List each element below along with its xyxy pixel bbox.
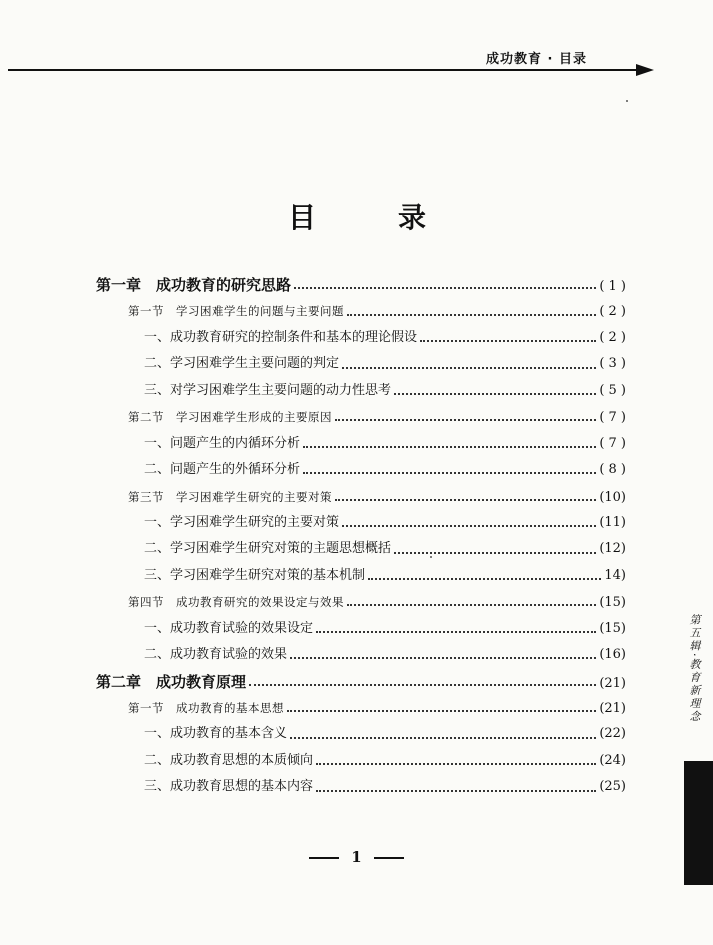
toc-entry-page: (15) bbox=[599, 620, 626, 636]
toc-dot-leader bbox=[335, 419, 596, 421]
toc-entry-page: (11) bbox=[599, 514, 626, 530]
toc-entry-label: 二、成功教育试验的效果 bbox=[144, 647, 288, 663]
toc-entry-page: (16) bbox=[599, 647, 626, 663]
toc-dot-leader bbox=[342, 525, 596, 527]
toc-dot-leader bbox=[290, 657, 596, 659]
page-number bbox=[0, 848, 713, 866]
toc-item-row bbox=[96, 563, 626, 589]
toc-entry-label: 第三节 学习困难学生研究的主要对策 bbox=[128, 489, 332, 504]
toc-entry-page: 14) bbox=[604, 567, 626, 583]
toc-entry-page: (22) bbox=[599, 726, 626, 742]
toc-entry-label: 三、学习困难学生研究对策的基本机制 bbox=[144, 567, 366, 583]
toc-section-row bbox=[96, 404, 626, 430]
toc-dot-leader bbox=[335, 499, 596, 501]
toc-item-row bbox=[96, 457, 626, 483]
toc-dot-leader bbox=[287, 710, 596, 712]
toc-entry-label: 第四节 成功教育研究的效果设定与效果 bbox=[128, 595, 344, 610]
toc-item-row bbox=[96, 325, 626, 351]
toc-entry-page: (12) bbox=[599, 541, 626, 557]
toc-entry-label: 第一节 学习困难学生的问题与主要问题 bbox=[128, 304, 344, 319]
toc-dot-leader bbox=[368, 578, 601, 580]
toc-entry-page: (24) bbox=[599, 752, 626, 768]
toc-entry-page: ( 2 ) bbox=[599, 329, 626, 345]
toc-entry-label: 第二章 成功教育原理 bbox=[96, 672, 247, 691]
header-rule bbox=[8, 69, 640, 71]
toc-entry-label: 二、学习困难学生主要问题的判定 bbox=[144, 356, 340, 372]
toc-section-row bbox=[96, 589, 626, 615]
toc-section-row bbox=[96, 695, 626, 721]
toc-item-row bbox=[96, 616, 626, 642]
toc-entry-page: ( 7 ) bbox=[599, 410, 626, 426]
toc-entry-label: 一、学习困难学生研究的主要对策 bbox=[144, 514, 340, 530]
toc-entry-label: 三、成功教育思想的基本内容 bbox=[144, 779, 314, 795]
toc-entry-label: 一、成功教育试验的效果设定 bbox=[144, 620, 314, 636]
toc-title bbox=[0, 196, 713, 232]
toc-item-row bbox=[96, 721, 626, 747]
toc-entry-page: ( 8 ) bbox=[599, 462, 626, 478]
toc-dot-leader bbox=[342, 367, 596, 369]
toc-entry-page: ( 3 ) bbox=[599, 356, 626, 372]
toc-entry-page: (21) bbox=[599, 675, 626, 691]
toc-item-row bbox=[96, 510, 626, 536]
toc-entry-label: 第一章 成功教育的研究思路 bbox=[96, 276, 292, 294]
header-arrow-icon bbox=[636, 64, 654, 76]
toc-entry-label: 三、对学习困难学生主要问题的动力性思考 bbox=[144, 382, 392, 398]
page-number-value: 1 bbox=[351, 848, 362, 866]
toc-dot-leader bbox=[316, 763, 596, 765]
toc-item-row bbox=[96, 748, 626, 774]
toc-item-row bbox=[96, 351, 626, 377]
toc-section-row bbox=[96, 484, 626, 510]
table-of-contents bbox=[96, 272, 626, 801]
toc-dot-leader bbox=[347, 604, 596, 606]
toc-chapter-row bbox=[96, 272, 626, 298]
running-header: 成功教育 · 目录 bbox=[486, 52, 587, 67]
toc-dot-leader bbox=[249, 684, 596, 686]
toc-entry-page: (10) bbox=[599, 489, 626, 505]
toc-entry-page: (25) bbox=[599, 779, 626, 795]
toc-dot-leader bbox=[394, 393, 596, 395]
toc-entry-page: ( 7 ) bbox=[599, 435, 626, 451]
toc-entry-page: ( 2 ) bbox=[599, 304, 626, 320]
scan-speck bbox=[626, 100, 628, 102]
toc-item-row bbox=[96, 378, 626, 404]
toc-entry-page: ( 5 ) bbox=[599, 382, 626, 398]
toc-entry-label: 第二节 学习困难学生形成的主要原因 bbox=[128, 410, 332, 425]
side-tab-text: 第五辑·教育新理念 bbox=[688, 614, 701, 724]
toc-dot-leader bbox=[303, 472, 596, 474]
toc-section-row bbox=[96, 298, 626, 324]
toc-title-char-1: 目 bbox=[288, 201, 317, 234]
toc-entry-label: 二、问题产生的外循环分析 bbox=[144, 462, 301, 478]
toc-title-char-2: 录 bbox=[398, 201, 427, 234]
toc-item-row bbox=[96, 774, 626, 800]
toc-chapter-row bbox=[96, 669, 626, 695]
toc-entry-page: ( 1 ) bbox=[599, 279, 626, 294]
toc-dot-leader bbox=[290, 737, 596, 739]
toc-entry-label: 一、问题产生的内循环分析 bbox=[144, 435, 301, 451]
toc-dot-leader bbox=[303, 446, 596, 448]
toc-entry-label: 一、成功教育的基本含义 bbox=[144, 726, 288, 742]
page-number-dash-left bbox=[309, 857, 339, 859]
toc-dot-leader bbox=[316, 631, 596, 633]
toc-dot-leader bbox=[316, 790, 596, 792]
toc-item-row bbox=[96, 536, 626, 562]
scan-speck bbox=[430, 556, 432, 558]
toc-dot-leader bbox=[394, 552, 596, 554]
toc-entry-page: (15) bbox=[599, 595, 626, 611]
toc-entry-page: (21) bbox=[599, 701, 626, 716]
toc-entry-label: 第一节 成功教育的基本思想 bbox=[128, 701, 284, 715]
toc-dot-leader bbox=[347, 314, 596, 316]
toc-entry-label: 一、成功教育研究的控制条件和基本的理论假设 bbox=[144, 329, 418, 345]
page-number-dash-right bbox=[374, 857, 404, 859]
toc-dot-leader bbox=[294, 287, 596, 289]
side-tab-bar bbox=[684, 761, 713, 885]
toc-entry-label: 二、学习困难学生研究对策的主题思想概括 bbox=[144, 541, 392, 557]
toc-item-row bbox=[96, 642, 626, 668]
toc-dot-leader bbox=[420, 340, 596, 342]
toc-item-row bbox=[96, 431, 626, 457]
toc-entry-label: 二、成功教育思想的本质倾向 bbox=[144, 752, 314, 768]
